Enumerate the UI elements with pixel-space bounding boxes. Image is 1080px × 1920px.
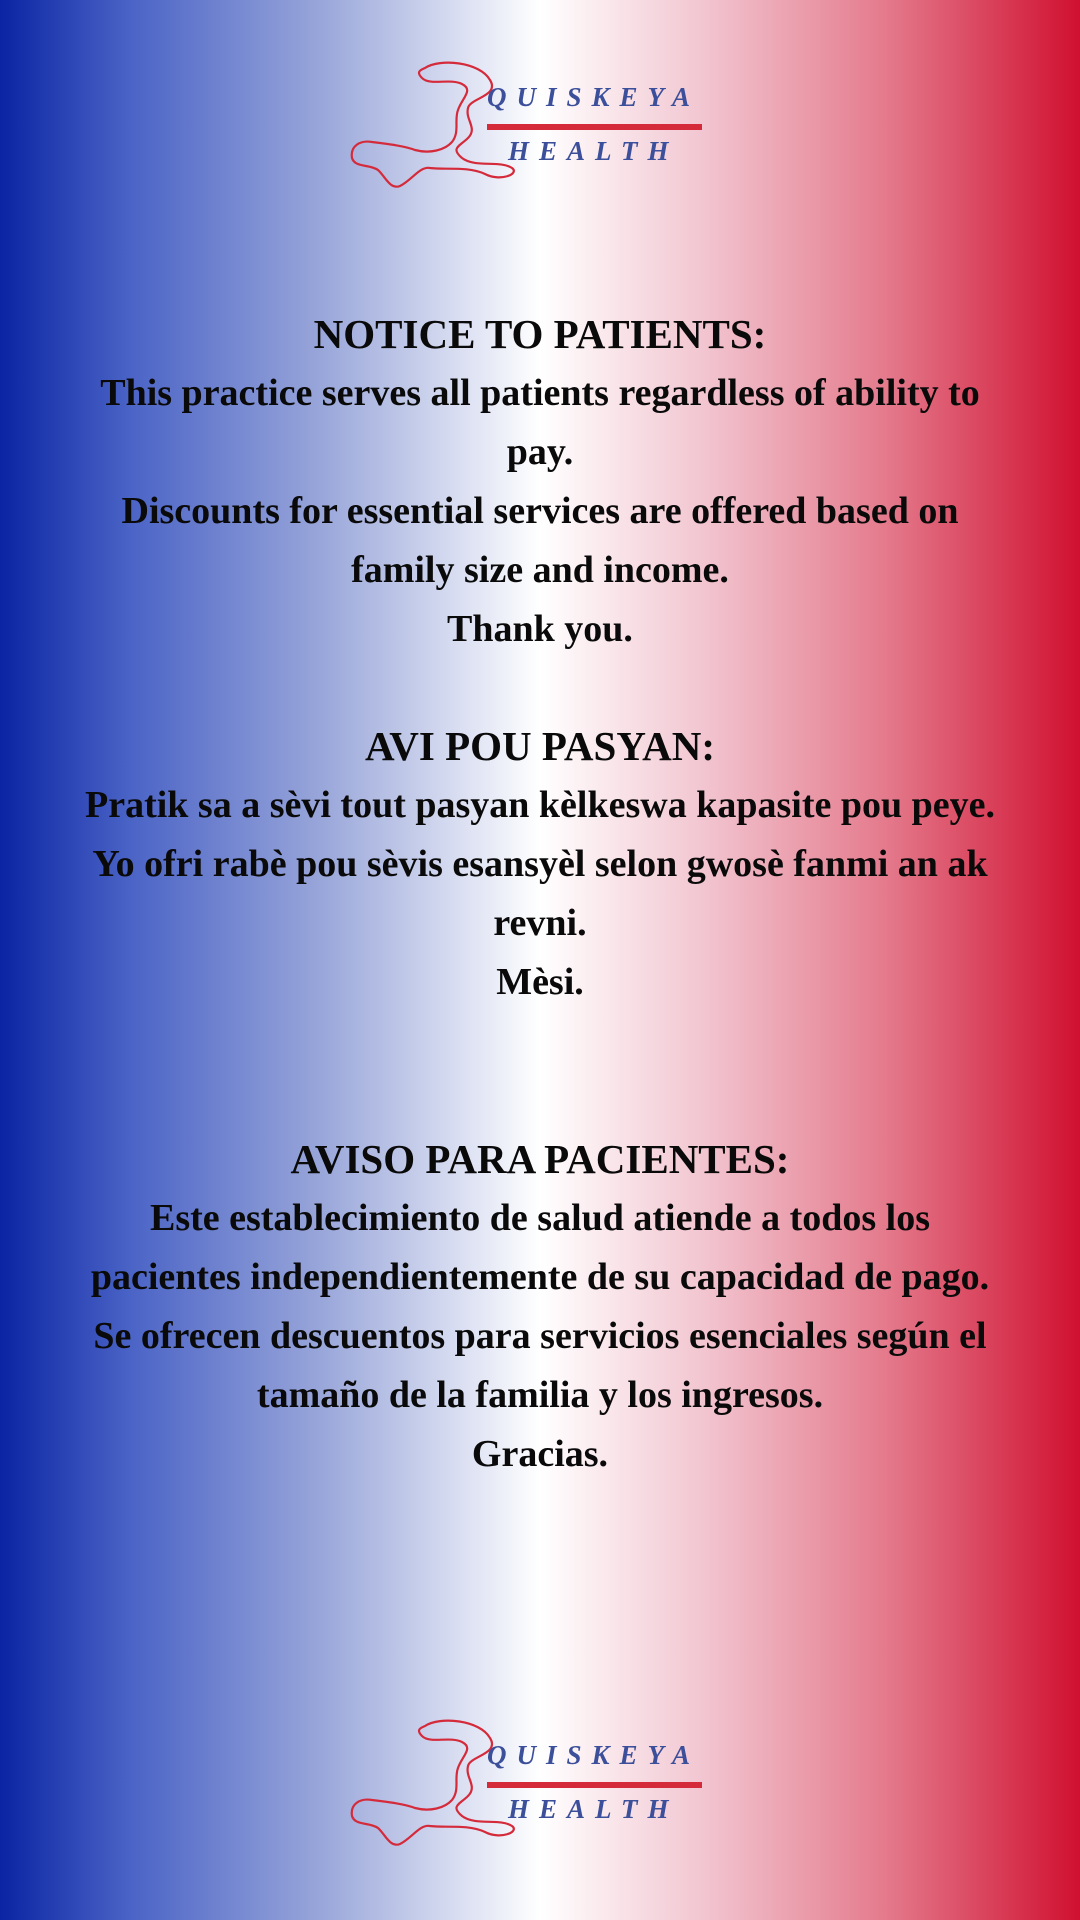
notice-spanish-line: pacientes independientemente de su capacidad de pago. [90, 1256, 990, 1298]
notice-english-line: Thank you. [447, 608, 633, 650]
notice-creole-line: revni. [493, 902, 587, 944]
notice-creole [30, 717, 1050, 1012]
notice-spanish-line: Este establecimiento de salud atiende a todos los [149, 1197, 931, 1239]
logo-divider-bar [487, 1782, 702, 1788]
notice-creole-line: Yo ofri rabè pou sèvis esansyèl selon gwosè fanmi an ak [92, 843, 988, 885]
notice-spanish-heading: AVISO PARA PACIENTES: [290, 1136, 790, 1182]
logo-word-quiskeya: QUISKEYA [487, 82, 701, 112]
notice-english-line: pay. [506, 431, 574, 473]
notice-spanish-line: Gracias. [471, 1433, 609, 1475]
notice-english-line: Discounts for essential services are offered based on [121, 490, 959, 532]
logo-divider-bar [487, 124, 702, 130]
logo-word-quiskeya: QUISKEYA [487, 1740, 701, 1770]
notice-creole-line: Mèsi. [496, 961, 584, 1003]
notice-english [30, 305, 1050, 659]
notice-creole-heading: AVI POU PASYAN: [364, 723, 716, 769]
notice-english-line: family size and income. [351, 549, 729, 591]
notice-english-heading: NOTICE TO PATIENTS: [313, 311, 767, 357]
notice-creole-line: Pratik sa a sèvi tout pasyan kèlkeswa kapasite pou peye. [85, 784, 995, 826]
notice-english-line: This practice serves all patients regardless of ability to [100, 372, 980, 414]
notice-spanish-line: Se ofrecen descuentos para servicios esenciales según el [93, 1315, 987, 1357]
top-logo [350, 58, 720, 198]
notice-spanish [30, 1130, 1050, 1484]
logo-word-health: HEALTH [508, 1794, 679, 1824]
logo-word-health: HEALTH [508, 136, 679, 166]
bottom-logo [350, 1716, 720, 1856]
notice-spanish-line: tamaño de la familia y los ingresos. [256, 1374, 824, 1416]
